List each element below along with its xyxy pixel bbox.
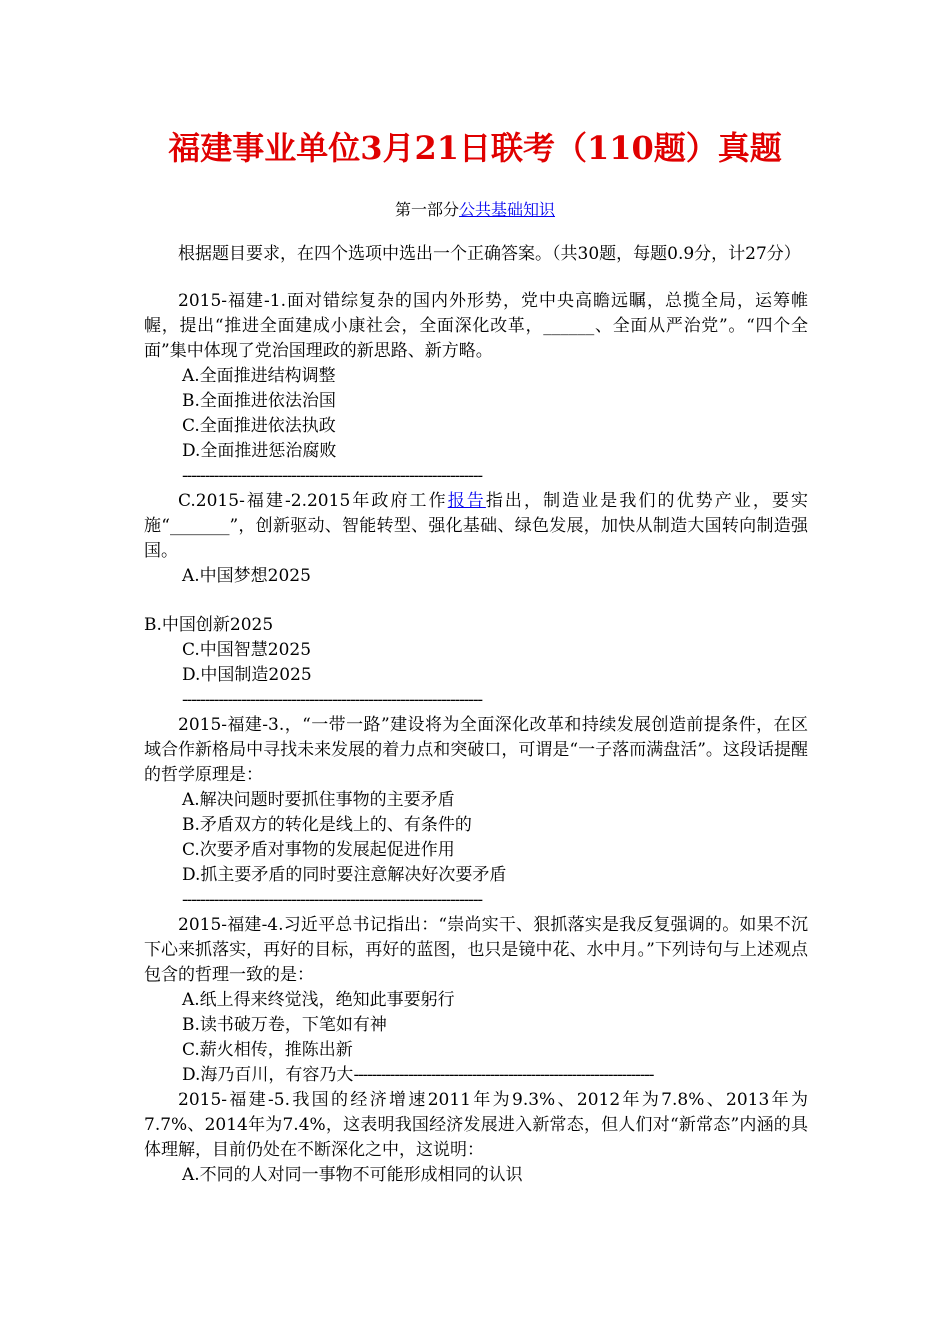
question-1-stem: 2015-福建-1.面对错综复杂的国内外形势，党中央高瞻远瞩，总揽全局，运筹帷幄，提出“推进全面建成小康社会，全面深化改革，______、全面从严治党”。“四个全面”集中体现了党治国理政的新思路、新方略。 xyxy=(144,291,808,361)
separator-line: ------------------------------------------------------------------ xyxy=(353,1065,654,1085)
question-2-stem-before: C.2015-福建-2.2015年政府工作 xyxy=(178,491,448,511)
question-1-option-a: A.全面推进结构调整 xyxy=(182,366,336,386)
separator-line: ------------------------------------------------------------------ xyxy=(182,890,482,910)
spacer xyxy=(144,267,808,289)
question-3-option-d: D.抓主要矛盾的同时要注意解决好次要矛盾 xyxy=(182,865,507,885)
spacer xyxy=(144,589,808,613)
question-1-option-c: C.全面推进依法执政 xyxy=(182,416,336,436)
question-4-stem: 2015-福建-4.习近平总书记指出：“崇尚实干、狠抓落实是我反复强调的。如果不沉下心来抓落实，再好的目标，再好的蓝图，也只是镜中花、水中月。”下列诗句与上述观点包含的哲理一致的是： xyxy=(144,915,808,985)
section-heading-prefix: 第一部分 xyxy=(394,200,459,219)
section-heading-link[interactable]: 公共基础知识 xyxy=(459,200,556,219)
question-2-option-d: D.中国制造2025 xyxy=(182,665,312,685)
question-4-option-a: A.纸上得来终觉浅，绝知此事要躬行 xyxy=(182,990,455,1010)
question-4-option-b: B.读书破万卷，下笔如有神 xyxy=(182,1015,387,1035)
separator-line: ------------------------------------------------------------------ xyxy=(182,690,482,710)
separator-line: ------------------------------------------------------------------ xyxy=(182,466,482,486)
question-1-option-d: D.全面推进惩治腐败 xyxy=(182,441,337,461)
question-1-option-b: B.全面推进依法治国 xyxy=(182,391,336,411)
section-heading xyxy=(0,198,950,222)
page-title: 福建事业单位3月21日联考（110题）真题 xyxy=(168,129,782,167)
question-4-option-c: C.薪火相传，推陈出新 xyxy=(182,1040,353,1060)
question-4-option-d-line xyxy=(144,1063,808,1088)
question-2-stem-after: 指出，制造业是我们的优势产业，要实施“_______”，创新驱动、智能转型、强化基础、绿色发展，加快从制造大国转向制造强国。 xyxy=(144,491,809,561)
question-5-option-a: A.不同的人对同一事物不可能形成相同的认识 xyxy=(182,1165,523,1185)
question-2-option-c: C.中国智慧2025 xyxy=(182,640,312,660)
question-3-stem: 2015-福建-3.，“一带一路”建设将为全面深化改革和持续发展创造前提条件，在区域合作新格局中寻找未来发展的着力点和突破口，可谓是“一子落而满盘活”。这段话提醒的哲学原理是： xyxy=(144,715,808,785)
question-3-option-a: A.解决问题时要抓住事物的主要矛盾 xyxy=(182,790,455,810)
question-4-option-d: D.海乃百川，有容乃大 xyxy=(182,1065,354,1085)
question-3-option-b: B.矛盾双方的转化是线上的、有条件的 xyxy=(182,815,472,835)
question-2-stem xyxy=(144,489,808,564)
document-body xyxy=(144,242,808,1188)
instructions: 根据题目要求，在四个选项中选出一个正确答案。（共30题，每题0.9分，计27分） xyxy=(178,244,801,264)
question-3-option-c: C.次要矛盾对事物的发展起促进作用 xyxy=(182,840,455,860)
question-2-option-a: A.中国梦想2025 xyxy=(182,566,311,586)
question-5-stem: 2015-福建-5.我国的经济增速2011年为9.3%、2012年为7.8%、2013年为7.7%、2014年为7.4%，这表明我国经济发展进入新常态，但人们对“新常态”内涵的具体理解，目前仍处在不断深化之中，这说明： xyxy=(144,1090,808,1160)
question-2-option-b: B.中国创新2025 xyxy=(144,615,274,635)
question-2-report-link[interactable]: 报告 xyxy=(447,491,486,511)
